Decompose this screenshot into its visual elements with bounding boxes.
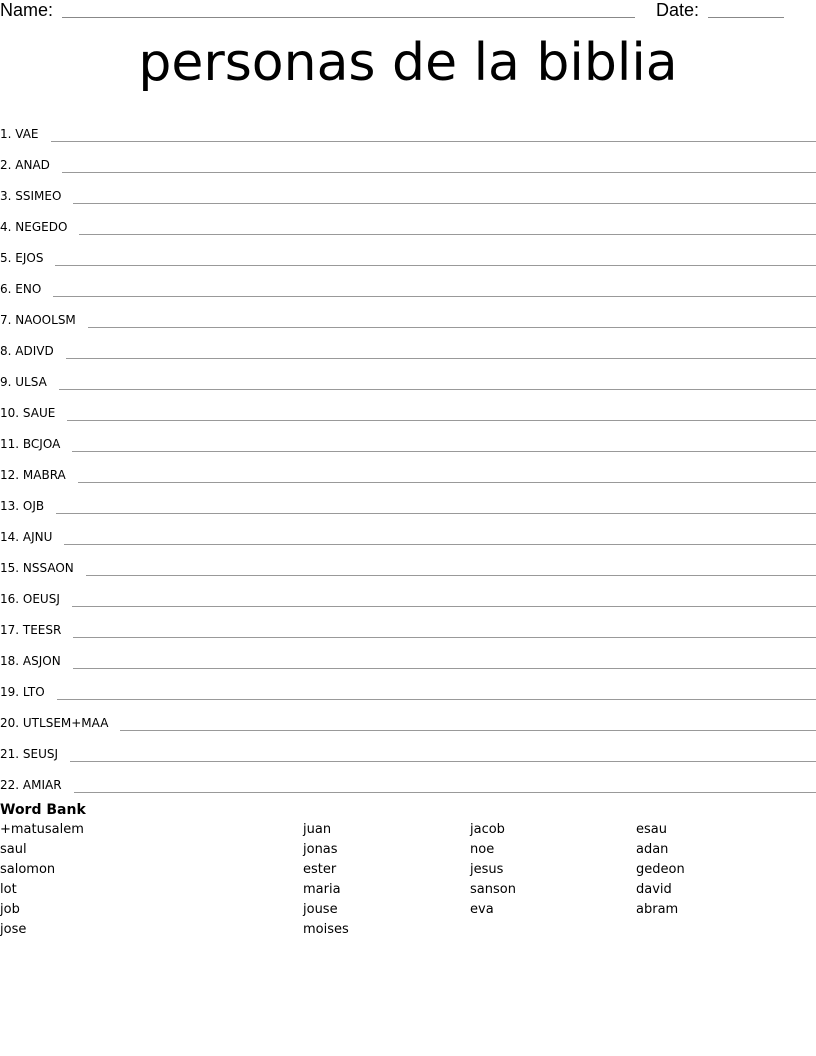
answer-line[interactable]: [70, 761, 816, 762]
word-bank-word: lot: [0, 882, 17, 897]
word-bank-word: david: [636, 882, 672, 897]
question-label: 19. LTO: [0, 685, 45, 699]
answer-line[interactable]: [73, 203, 816, 204]
answer-line[interactable]: [59, 389, 816, 390]
page-title: personas de la biblia: [138, 33, 678, 93]
answer-line[interactable]: [64, 544, 816, 545]
question-row: [0, 763, 816, 794]
word-bank-word: adan: [636, 842, 669, 857]
word-bank-word: gedeon: [636, 862, 685, 877]
answer-line[interactable]: [79, 234, 816, 235]
question-label: 3. SSIMEO: [0, 189, 62, 203]
answer-line[interactable]: [55, 265, 816, 266]
question-row: [0, 422, 816, 453]
question-label: 16. OEUSJ: [0, 592, 60, 606]
word-bank-word: abram: [636, 902, 679, 917]
answer-line[interactable]: [72, 606, 816, 607]
answer-line[interactable]: [56, 513, 816, 514]
word-bank-word: jacob: [470, 822, 505, 837]
question-row: [0, 701, 816, 732]
answer-line[interactable]: [78, 482, 816, 483]
word-bank-column: [303, 822, 349, 942]
question-row: [0, 453, 816, 484]
word-bank-word: +matusalem: [0, 822, 84, 837]
question-row: [0, 732, 816, 763]
answer-line[interactable]: [62, 172, 816, 173]
word-bank-word: job: [0, 902, 20, 917]
question-label: 10. SAUE: [0, 406, 56, 420]
word-bank-word: noe: [470, 842, 495, 857]
word-bank-word: jouse: [303, 902, 338, 917]
question-label: 18. ASJON: [0, 654, 61, 668]
word-bank: [0, 822, 816, 942]
question-label: 22. AMIAR: [0, 778, 62, 792]
answer-line[interactable]: [57, 699, 816, 700]
question-row: [0, 205, 816, 236]
answer-line[interactable]: [73, 668, 816, 669]
word-bank-word: sanson: [470, 882, 516, 897]
question-row: [0, 577, 816, 608]
question-row: [0, 608, 816, 639]
question-row: [0, 639, 816, 670]
question-row: [0, 236, 816, 267]
question-label: 15. NSSAON: [0, 561, 74, 575]
question-row: [0, 391, 816, 422]
word-bank-word: esau: [636, 822, 667, 837]
question-label: 17. TEESR: [0, 623, 62, 637]
word-bank-column: [636, 822, 685, 922]
question-row: [0, 143, 816, 174]
question-label: 21. SEUSJ: [0, 747, 59, 761]
answer-line[interactable]: [51, 141, 816, 142]
question-label: 9. ULSA: [0, 375, 47, 389]
question-row: [0, 174, 816, 205]
answer-line[interactable]: [67, 420, 816, 421]
question-row: [0, 515, 816, 546]
question-row: [0, 267, 816, 298]
answer-line[interactable]: [53, 296, 816, 297]
question-label: 5. EJOS: [0, 251, 44, 265]
word-bank-word: eva: [470, 902, 494, 917]
question-row: [0, 329, 816, 360]
answer-line[interactable]: [88, 327, 816, 328]
question-row: [0, 112, 816, 143]
date-field-line[interactable]: [708, 17, 784, 18]
question-label: 13. OJB: [0, 499, 45, 513]
word-bank-word: maria: [303, 882, 341, 897]
question-row: [0, 546, 816, 577]
question-label: 8. ADIVD: [0, 344, 54, 358]
answer-line[interactable]: [73, 637, 816, 638]
question-row: [0, 298, 816, 329]
question-label: 2. ANAD: [0, 158, 50, 172]
question-row: [0, 484, 816, 515]
question-list: [0, 112, 816, 794]
word-bank-word: jesus: [470, 862, 504, 877]
word-bank-word: juan: [303, 822, 332, 837]
answer-line[interactable]: [66, 358, 816, 359]
word-bank-word: moises: [303, 922, 349, 937]
question-label: 11. BCJOA: [0, 437, 61, 451]
question-label: 14. AJNU: [0, 530, 53, 544]
question-label: 4. NEGEDO: [0, 220, 68, 234]
word-bank-word: salomon: [0, 862, 56, 877]
answer-line[interactable]: [74, 792, 816, 793]
header-row: [0, 0, 816, 22]
word-bank-word: saul: [0, 842, 27, 857]
word-bank-title: Word Bank: [0, 802, 86, 818]
question-label: 20. UTLSEM+MAA: [0, 716, 109, 730]
answer-line[interactable]: [72, 451, 816, 452]
word-bank-word: jonas: [303, 842, 338, 857]
question-row: [0, 360, 816, 391]
name-field-line[interactable]: [62, 17, 635, 18]
question-label: 1. VAE: [0, 127, 39, 141]
question-row: [0, 670, 816, 701]
word-bank-column: [0, 822, 84, 942]
question-label: 12. MABRA: [0, 468, 66, 482]
word-bank-word: jose: [0, 922, 27, 937]
word-bank-word: ester: [303, 862, 337, 877]
answer-line[interactable]: [120, 730, 816, 731]
question-label: 6. ENO: [0, 282, 42, 296]
name-label: Name:: [0, 0, 54, 20]
date-label: Date:: [656, 0, 700, 20]
word-bank-column: [470, 822, 516, 922]
question-label: 7. NAOOLSM: [0, 313, 76, 327]
answer-line[interactable]: [86, 575, 816, 576]
